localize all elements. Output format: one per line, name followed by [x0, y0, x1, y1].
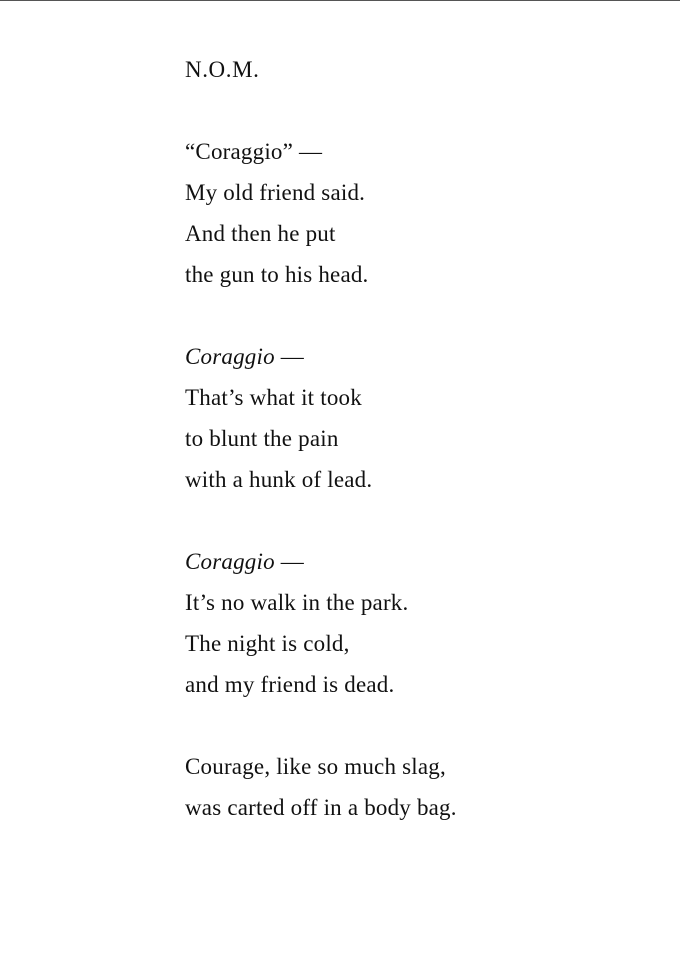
poem-line: And then he put	[185, 221, 336, 246]
stanza-1	[185, 131, 645, 295]
poem-line: the gun to his head.	[185, 262, 369, 287]
poem-line: “Coraggio” —	[185, 139, 323, 164]
italic-word: Coraggio	[185, 344, 275, 369]
poem-line: It’s no walk in the park.	[185, 590, 409, 615]
dash: —	[274, 549, 304, 574]
stanza-3	[185, 541, 645, 705]
stanza-2	[185, 336, 645, 500]
poem-line: The night is cold,	[185, 631, 350, 656]
poem-line: was carted off in a body bag.	[185, 795, 457, 820]
poem-line: with a hunk of lead.	[185, 467, 373, 492]
poem-title: N.O.M.	[185, 57, 260, 82]
poem-line: and my friend is dead.	[185, 672, 395, 697]
stanza-gap	[185, 705, 645, 746]
dash: —	[274, 344, 304, 369]
poem-line: to blunt the pain	[185, 426, 339, 451]
poem-line: My old friend said.	[185, 180, 366, 205]
poem-line: That’s what it took	[185, 385, 362, 410]
poem	[185, 49, 645, 828]
poem-line	[185, 541, 645, 582]
stanza-4	[185, 746, 645, 828]
poem-line	[185, 336, 645, 377]
poem-line: Courage, like so much slag,	[185, 754, 446, 779]
stanza-gap	[185, 295, 645, 336]
italic-word: Coraggio	[185, 549, 275, 574]
stanza-gap	[185, 90, 645, 131]
page-top-border	[0, 0, 680, 1]
stanza-gap	[185, 500, 645, 541]
